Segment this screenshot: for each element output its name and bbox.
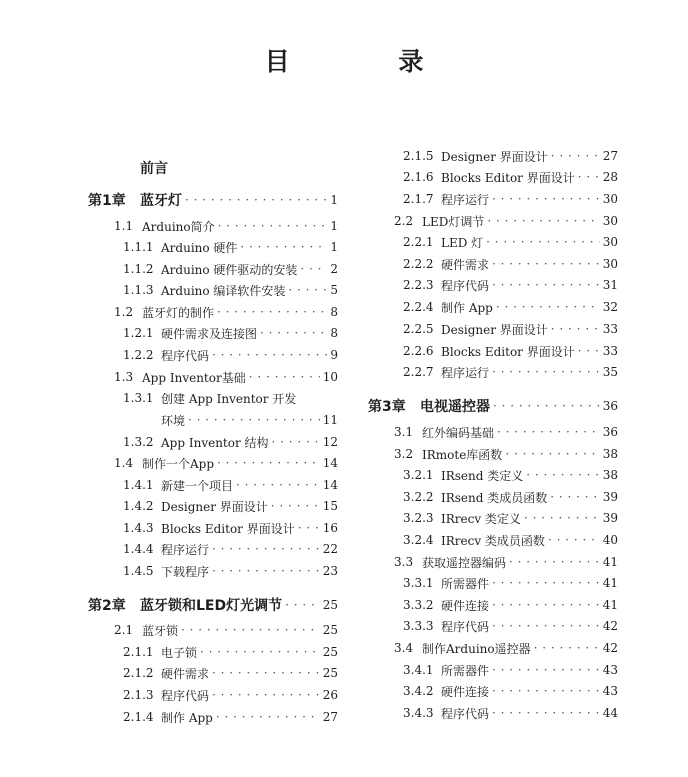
toc-entry: [88, 301, 338, 323]
toc-entry-title: LED灯调节: [422, 214, 485, 229]
toc-entry-number: 1.2.1: [123, 326, 154, 340]
toc-entry-number: 3.4.2: [403, 684, 434, 698]
toc-entry-number: 3.4.3: [403, 706, 434, 720]
dot-leader: [509, 555, 600, 569]
toc-entry-title: 程序运行: [441, 192, 490, 207]
toc-entry-number: 1.4.3: [123, 521, 154, 535]
toc-entry-title: LED 灯: [441, 235, 484, 250]
toc-entry-title: 程序运行: [161, 542, 210, 557]
toc-entry-title: IRmote库函数: [422, 447, 503, 462]
dot-leader: [496, 300, 600, 314]
toc-entry-number: 1.4.4: [123, 542, 154, 556]
toc-entry: [368, 680, 618, 702]
toc-entry-number: 2.1.7: [403, 192, 434, 206]
toc-entry-number: 2.1.1: [123, 645, 154, 659]
toc-entry-page: 38: [602, 468, 618, 482]
toc-entry: [368, 551, 618, 573]
toc-entry-number: 2.1.2: [123, 666, 154, 680]
toc-entry-page: 30: [602, 214, 618, 228]
toc-entry: [88, 344, 338, 366]
toc-entry-page: 25: [322, 623, 338, 637]
toc-entry: [88, 684, 338, 706]
toc-entry-page: 36: [602, 399, 618, 413]
toc-entry: [88, 322, 338, 344]
toc-entry-title: 硬件连接: [441, 684, 490, 699]
dot-leader: [216, 710, 320, 724]
toc-entry: [368, 361, 618, 383]
dot-leader: [551, 322, 600, 336]
toc-entry: [88, 706, 338, 728]
toc-entry-number: 2.2.5: [403, 322, 434, 336]
toc-entry-page: 35: [602, 365, 618, 379]
toc-entry-title: Blocks Editor 界面设计: [441, 344, 575, 359]
toc-entry-title: App Inventor基础: [142, 370, 246, 385]
dot-leader: [236, 478, 320, 492]
toc-entry: [88, 387, 338, 409]
toc-entry: [88, 279, 338, 301]
toc-entry: [88, 157, 338, 179]
toc-entry-title: 蓝牙灯的制作: [142, 305, 215, 320]
dot-leader: [298, 521, 320, 535]
toc-entry-page: 41: [602, 576, 618, 590]
toc-entry-number: 3.2.4: [403, 533, 434, 547]
toc-entry-title: 红外编码基础: [422, 425, 495, 440]
toc-entry-page: 2: [330, 262, 338, 276]
toc-entry-page: 8: [330, 326, 338, 340]
toc-entry-title: 获取遥控器编码: [422, 555, 507, 570]
toc-entry-title: 所需器件: [441, 663, 490, 678]
toc-entry-number: 3.4.1: [403, 663, 434, 677]
toc-entry-page: 25: [322, 598, 338, 612]
toc-entry-title: 硬件连接: [441, 598, 490, 613]
toc-entry-title: 程序代码: [441, 619, 490, 634]
toc-entry-title: IRsend 类定义: [441, 468, 524, 483]
toc-entry-title: Blocks Editor 界面设计: [441, 170, 575, 185]
dot-leader: [492, 278, 600, 292]
toc-entry: [88, 641, 338, 663]
dot-leader: [200, 645, 320, 659]
toc-entry-title: 硬件需求及连接图: [161, 326, 258, 341]
toc-entry-title: Designer 界面设计: [441, 149, 548, 164]
toc-entry-page: 25: [322, 645, 338, 659]
toc-entry-page: 25: [322, 666, 338, 680]
dot-leader: [492, 365, 600, 379]
dot-leader: [486, 235, 600, 249]
toc-entry: [368, 486, 618, 508]
dot-leader: [550, 490, 599, 504]
toc-entry-page: 8: [330, 305, 338, 319]
dot-leader: [548, 533, 600, 547]
toc-entry-number: 1.4.2: [123, 499, 154, 513]
toc-entry-title: 创建 App Inventor 开发: [161, 391, 297, 406]
dot-leader: [212, 688, 320, 702]
toc-entry-page: 39: [602, 511, 618, 525]
toc-entry-page: 33: [602, 344, 618, 358]
toc-entry-title: Arduino简介: [142, 219, 215, 234]
toc-entry-number: 第3章: [368, 399, 406, 415]
toc-entry-page: 30: [602, 192, 618, 206]
toc-entry-page: 9: [330, 348, 338, 362]
dot-leader: [492, 619, 600, 633]
toc-entry: [88, 560, 338, 582]
toc-entry-page: 1: [330, 219, 338, 233]
toc-entry-number: 2.2: [394, 214, 414, 228]
dot-leader: [524, 511, 600, 525]
toc-entry: [88, 236, 338, 258]
toc-entry-page: 1: [330, 240, 338, 254]
toc-entry-title: 电子锁: [161, 645, 198, 660]
dot-leader: [272, 435, 320, 449]
toc-entry: [88, 517, 338, 539]
toc-entry-number: 1.1.1: [123, 240, 154, 254]
dot-leader: [492, 192, 600, 206]
toc-entry-page: 27: [322, 710, 338, 724]
toc-entry-title: App Inventor 结构: [161, 435, 269, 450]
toc-entry: [368, 507, 618, 529]
toc-entry-title: Designer 界面设计: [441, 322, 548, 337]
toc-entry: [368, 702, 618, 724]
toc-entry-number: 2.2.2: [403, 257, 434, 271]
toc-entry-number: 1.2.2: [123, 348, 154, 362]
toc-entry: [368, 421, 618, 443]
toc-entry-title: 硬件需求: [441, 257, 490, 272]
toc-entry-page: 11: [322, 413, 338, 427]
toc-entry-title: 程序代码: [161, 688, 210, 703]
toc-entry-number: 3.3.2: [403, 598, 434, 612]
toc-entry-page: 42: [602, 641, 618, 655]
toc-entry-page: 26: [322, 688, 338, 702]
toc-entry: [88, 662, 338, 684]
toc-entry-number: 2.2.7: [403, 365, 434, 379]
toc-entry-page: 32: [602, 300, 618, 314]
toc-entry-title: 前言: [140, 161, 168, 177]
toc-entry-number: 3.3: [394, 555, 414, 569]
toc-entry-number: 3.1: [394, 425, 414, 439]
toc-entry-number: 3.2.2: [403, 490, 434, 504]
toc-entry: [368, 166, 618, 188]
dot-leader: [285, 598, 320, 612]
dot-leader: [492, 663, 600, 677]
dot-leader: [578, 170, 600, 184]
toc-entry: [368, 529, 618, 551]
dot-leader: [492, 576, 600, 590]
dot-leader: [578, 344, 600, 358]
toc-entry: [368, 443, 618, 465]
dot-leader: [492, 257, 600, 271]
toc-entry: [368, 615, 618, 637]
toc-entry: [368, 274, 618, 296]
toc-entry: [88, 409, 338, 431]
toc-entry-page: 12: [322, 435, 338, 449]
toc-entry-page: 41: [602, 598, 618, 612]
toc-entry-page: 28: [602, 170, 618, 184]
toc-entry-page: 43: [602, 684, 618, 698]
toc-entry-number: 2.1.3: [123, 688, 154, 702]
toc-entry-number: 2.1.6: [403, 170, 434, 184]
toc-entry-number: 1.1: [114, 219, 134, 233]
toc-entry-number: 2.1.5: [403, 149, 434, 163]
toc-entry-page: 23: [322, 564, 338, 578]
toc-entry-number: 1.2: [114, 305, 134, 319]
toc-entry-number: 1.1.3: [123, 283, 154, 297]
dot-leader: [217, 456, 320, 470]
toc-entry-number: 2.1: [114, 623, 134, 637]
toc-entry-number: 2.1.4: [123, 710, 154, 724]
toc-entry-page: 10: [322, 370, 338, 384]
dot-leader: [492, 706, 600, 720]
dot-leader: [492, 684, 600, 698]
toc-entry: [368, 340, 618, 362]
toc-entry: [368, 318, 618, 340]
toc-entry: [88, 538, 338, 560]
toc-entry: [368, 594, 618, 616]
toc-entry-page: 38: [602, 447, 618, 461]
toc-entry-page: 43: [602, 663, 618, 677]
dot-leader: [212, 348, 327, 362]
dot-leader: [534, 641, 600, 655]
dot-leader: [551, 149, 600, 163]
toc-entry: [88, 452, 338, 474]
toc-entry: [88, 431, 338, 453]
toc-entry-title: Designer 界面设计: [161, 499, 268, 514]
toc-entry: [368, 395, 618, 417]
toc-entry-title: 蓝牙锁和LED灯光调节: [140, 598, 283, 614]
toc-entry: [368, 145, 618, 167]
toc-entry-number: 1.1.2: [123, 262, 154, 276]
toc-entry-page: 5: [330, 283, 338, 297]
toc-entry: [368, 231, 618, 253]
toc-entry-page: 30: [602, 257, 618, 271]
page-title: 目 录: [264, 47, 474, 76]
toc-entry-title: 制作 App: [441, 300, 493, 315]
toc-entry-number: 3.4: [394, 641, 414, 655]
toc-entry-page: 30: [602, 235, 618, 249]
dot-leader: [487, 214, 599, 228]
dot-leader: [493, 399, 600, 413]
toc-entry-number: 2.2.3: [403, 278, 434, 292]
toc-entry-title: 环境: [161, 413, 186, 428]
dot-leader: [212, 564, 320, 578]
toc-entry-page: 40: [602, 533, 618, 547]
toc-entry: [88, 594, 338, 616]
toc-entry-page: 31: [602, 278, 618, 292]
toc-entry: [368, 464, 618, 486]
toc-entry-title: 程序代码: [161, 348, 210, 363]
toc-entry: [368, 659, 618, 681]
dot-leader: [492, 598, 600, 612]
toc-entry-number: 2.2.4: [403, 300, 434, 314]
toc-entry-number: 2.2.1: [403, 235, 434, 249]
dot-leader: [217, 305, 327, 319]
toc-entry-title: 程序代码: [441, 278, 490, 293]
toc-entry-number: 3.3.1: [403, 576, 434, 590]
toc-entry-title: 所需器件: [441, 576, 490, 591]
dot-leader: [212, 542, 320, 556]
toc-entry-page: 39: [602, 490, 618, 504]
dot-leader: [249, 370, 320, 384]
toc-entry-page: 36: [602, 425, 618, 439]
dot-leader: [181, 623, 320, 637]
toc-entry: [368, 188, 618, 210]
toc-entry-title: Arduino 硬件驱动的安装: [161, 262, 298, 277]
toc-entry-title: 制作 App: [161, 710, 213, 725]
toc-entry: [88, 619, 338, 641]
toc-entry-title: Arduino 硬件: [161, 240, 238, 255]
dot-leader: [526, 468, 599, 482]
toc-entry: [368, 572, 618, 594]
dot-leader: [212, 666, 320, 680]
toc-entry-title: IRrecv 类定义: [441, 511, 521, 526]
toc-entry: [368, 253, 618, 275]
toc-entry-title: 电视遥控器: [420, 399, 490, 415]
toc-entry: [88, 495, 338, 517]
toc-entry-page: 15: [322, 499, 338, 513]
toc-entry-page: 27: [602, 149, 618, 163]
dot-leader: [218, 219, 328, 233]
toc-entry-number: 1.4: [114, 456, 134, 470]
toc-entry: [88, 366, 338, 388]
dot-leader: [505, 447, 599, 461]
dot-leader: [288, 283, 327, 297]
toc-entry-number: 1.3: [114, 370, 134, 384]
toc-entry-title: 硬件需求: [161, 666, 210, 681]
toc-entry-title: 制作一个App: [142, 456, 215, 471]
toc-entry-number: 3.2.1: [403, 468, 434, 482]
toc-entry: [368, 210, 618, 232]
toc-entry-page: 16: [322, 521, 338, 535]
toc-entry-number: 1.3.1: [123, 391, 154, 405]
toc-entry: [368, 637, 618, 659]
toc-entry-number: 1.4.1: [123, 478, 154, 492]
toc-entry: [88, 215, 338, 237]
dot-leader: [300, 262, 327, 276]
dot-leader: [271, 499, 320, 513]
toc-entry-page: 41: [602, 555, 618, 569]
dot-leader: [185, 193, 327, 207]
toc-entry-number: 第2章: [88, 598, 126, 614]
toc-entry: [88, 258, 338, 280]
toc-entry-page: 33: [602, 322, 618, 336]
toc-entry-title: 制作Arduino遥控器: [422, 641, 531, 656]
toc-entry-number: 3.3.3: [403, 619, 434, 633]
dot-leader: [188, 413, 320, 427]
toc-entry-title: 蓝牙锁: [142, 623, 179, 638]
toc-entry-title: 程序运行: [441, 365, 490, 380]
toc-entry-number: 3.2: [394, 447, 414, 461]
toc-entry: [88, 189, 338, 211]
toc-entry-page: 14: [322, 478, 338, 492]
toc-entry-title: 新建一个项目: [161, 478, 234, 493]
toc-entry-number: 1.4.5: [123, 564, 154, 578]
toc-entry-number: 3.2.3: [403, 511, 434, 525]
toc-entry-page: 42: [602, 619, 618, 633]
toc-entry-title: IRrecv 类成员函数: [441, 533, 545, 548]
toc-entry-title: 下载程序: [161, 564, 210, 579]
toc-entry-title: 程序代码: [441, 706, 490, 721]
toc-entry-page: 22: [322, 542, 338, 556]
dot-leader: [260, 326, 327, 340]
toc-entry-title: IRsend 类成员函数: [441, 490, 548, 505]
toc-entry-number: 第1章: [88, 193, 126, 209]
toc-entry-title: Arduino 编译软件安装: [161, 283, 286, 298]
toc-entry-page: 44: [602, 706, 618, 720]
toc-entry-number: 2.2.6: [403, 344, 434, 358]
toc-entry-number: 1.3.2: [123, 435, 154, 449]
toc-entry: [88, 474, 338, 496]
dot-leader: [240, 240, 327, 254]
toc-entry-page: 14: [322, 456, 338, 470]
toc-entry: [368, 296, 618, 318]
dot-leader: [497, 425, 600, 439]
toc-entry-title: Blocks Editor 界面设计: [161, 521, 295, 536]
toc-entry-title: 蓝牙灯: [140, 193, 182, 209]
toc-entry-page: 1: [330, 193, 338, 207]
